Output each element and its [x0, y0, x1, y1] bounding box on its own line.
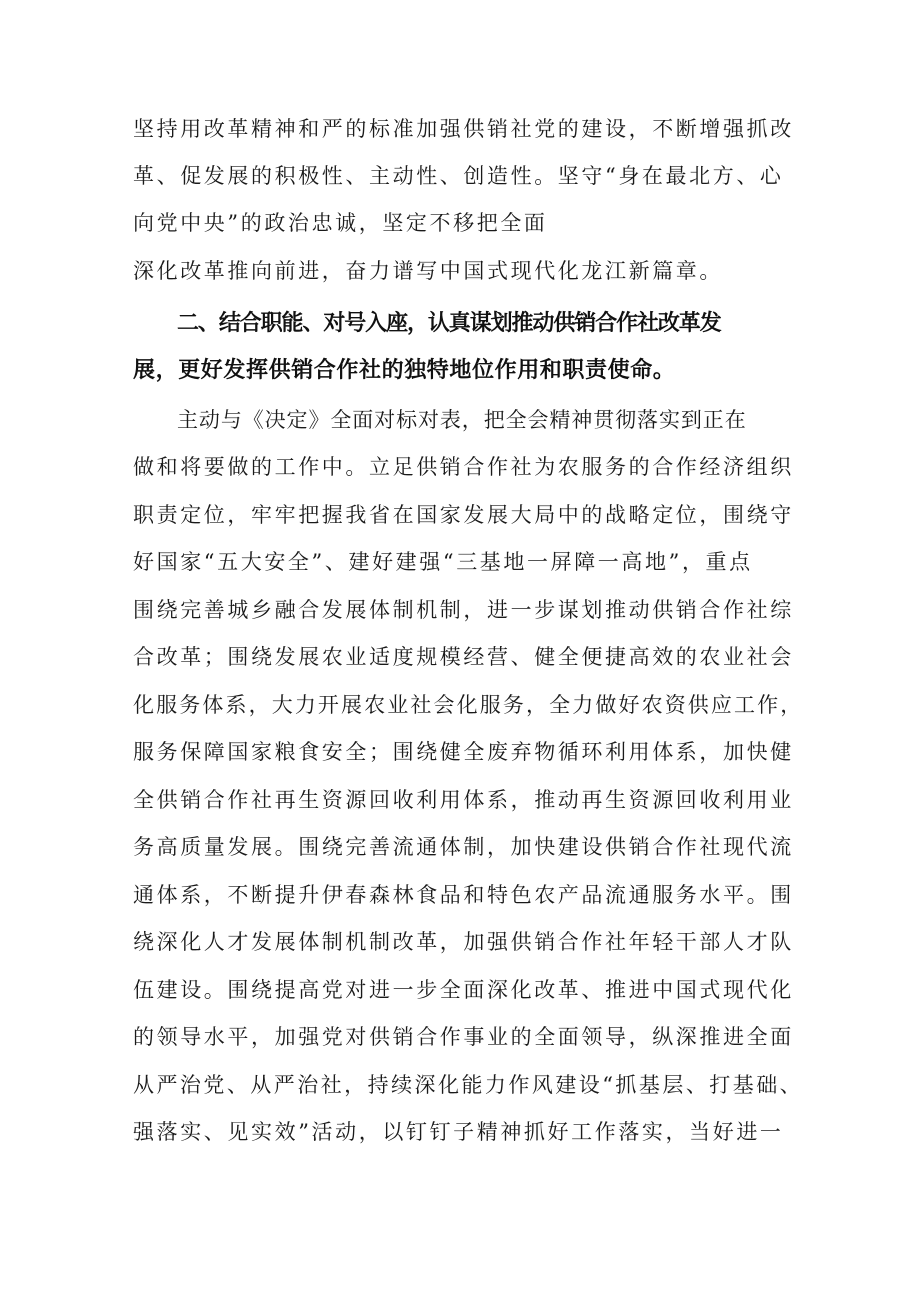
- paragraph-line: 向党中央”的政治忠诚，坚定不移把全面: [133, 211, 548, 235]
- paragraph-line: 通体系，不断提升伊春森林食品和特色农产品流通服务水平。围: [133, 883, 794, 907]
- section-heading: 二、结合职能、对号入座，认真谋划推动供销合作社改革发: [177, 311, 721, 336]
- paragraph-line: 全供销合作社再生资源回收利用体系，推动再生资源回收利用业: [133, 788, 794, 812]
- paragraph-line: 服务保障国家粮食安全；围绕健全废弃物循环利用体系，加快健: [133, 740, 794, 764]
- paragraph-line: 伍建设。围绕提高党对进一步全面深化改革、推进中国式现代化: [133, 978, 794, 1002]
- paragraph-line: 坚持用改革精神和严的标准加强供销社党的建设，不断增强抓改: [133, 117, 794, 141]
- paragraph-line: 做和将要做的工作中。立足供销合作社为农服务的合作经济组织: [133, 455, 794, 479]
- paragraph-line: 主动与《决定》全面对标对表，把全会精神贯彻落实到正在: [177, 408, 747, 432]
- paragraph-line: 务高质量发展。围绕完善流通体制，加快建设供销合作社现代流: [133, 835, 794, 859]
- paragraph-line: 绕深化人才发展体制机制改革，加强供销合作社年轻干部人才队: [133, 930, 794, 954]
- paragraph-line: 好国家“五大安全”、建好建强“三基地一屏障一高地”，重点: [133, 550, 753, 574]
- paragraph-line: 革、促发展的积极性、主动性、创造性。坚守“身在最北方、心: [133, 164, 784, 188]
- paragraph-line: 的领导水平，加强党对供销合作事业的全面领导，纵深推进全面: [133, 1025, 794, 1049]
- section-heading: 展，更好发挥供销合作社的独特地位作用和职责使命。: [133, 358, 676, 383]
- paragraph-line: 围绕完善城乡融合发展体制机制，进一步谋划推动供销合作社综: [133, 598, 794, 622]
- paragraph-line: 合改革；围绕发展农业适度规模经营、健全便捷高效的农业社会: [133, 645, 794, 669]
- paragraph-line: 强落实、见实效”活动，以钉钉子精神抓好工作落实，当好进一: [133, 1120, 784, 1144]
- paragraph-line: 从严治党、从严治社，持续深化能力作风建设“抓基层、打基础、: [133, 1073, 804, 1097]
- paragraph-line: 深化改革推向前进，奋力谱写中国式现代化龙江新篇章。: [133, 259, 723, 283]
- paragraph-line: 化服务体系，大力开展农业社会化服务，全力做好农资供应工作，: [133, 693, 804, 717]
- paragraph-line: 职责定位，牢牢把握我省在国家发展大局中的战略定位，围绕守: [133, 503, 794, 527]
